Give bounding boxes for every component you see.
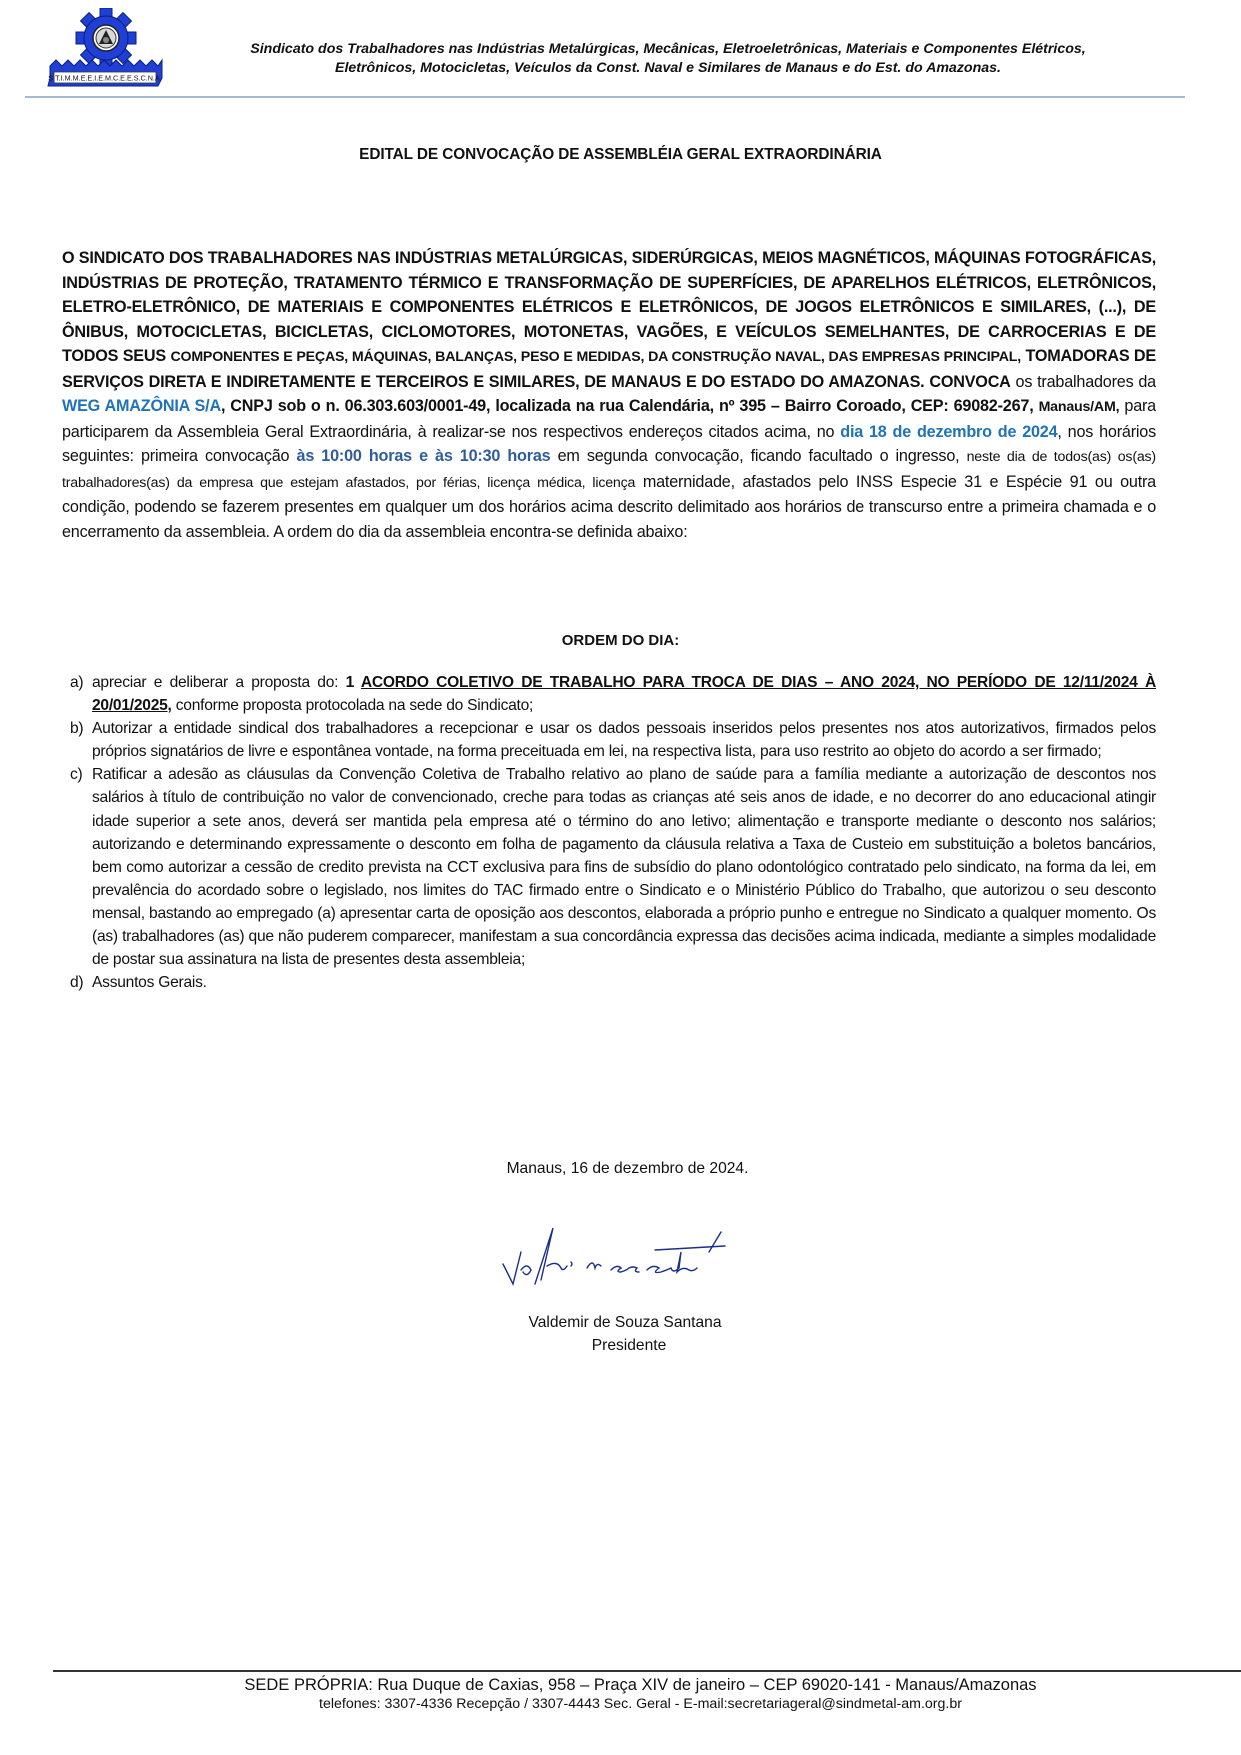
agenda-item-text: Autorizar a entidade sindical dos trabalhadores a recepcionar e usar os dados pessoais inseridos pelos presentes nos atos autorizativos, firmados pelos próprios signatários de livre e espontânea vontade, na forma preceituada em lei, na respectiva lista, para uso restrito ao objeto do acordo a ser firmado; (92, 720, 1156, 761)
union-name: O SINDICATO DOS TRABALHADORES NAS INDÚSTRIAS METALÚRGICAS, SIDERÚRGICAS, MEIOS MAGNÉTICOS, MÁQUINAS FOTOGRÁFICAS, INDÚSTRIAS DE PROTEÇÃO, TRATAMENTO TÉRMICO E TRANSFORMAÇÃO DE SUPERFÍCIES, DE APARELHOS ELÉTRICOS, ELETRÔNICOS, ELETRO-ELETRÔNICO, DE MATERIAIS E COMPONENTES ELÉTRICOS E ELETRÔNICOS, DE JOGOS ELETRÔNICOS E SIMILARES, (...), DE ÔNIBUS, MOTOCICLETAS, BICICLETAS, CICLOMOTORES, MOTONETAS, VAGÕES, E VEÍCULOS SEMELHANTES, DE CARROCERIAS E DE TODOS SEUS (62, 249, 1156, 365)
union-name-cont: TOMADORAS DE SERVIÇOS DIRETA E INDIRETAMENTE E TERCEIROS E SIMILARES, DE MANAUS E DO ESTADO DO AMAZONAS. CONVOCA (62, 347, 1156, 391)
agenda-item-comma: , (167, 697, 172, 715)
second-call-text: em segunda convocação, ficando facultado o ingresso, (557, 447, 960, 465)
agenda-item-text: Assuntos Gerais. (92, 974, 207, 992)
handwritten-signature (495, 1222, 745, 1302)
footer-divider (53, 1670, 1241, 1672)
agenda-title: ORDEM DO DIA: (561, 632, 680, 649)
agenda-item-a (70, 671, 1156, 717)
agenda-item-d (70, 971, 1156, 994)
signature-icon (495, 1222, 745, 1302)
company-city: Manaus/AM, (1038, 399, 1120, 415)
agreement-title: ACORDO COLETIVO DE TRABALHO PARA TROCA DE DIAS – ANO 2024, NO PERÍODO DE 12/11/2024 À 20/01/2025 (92, 674, 1156, 715)
agenda-marker: b) (70, 720, 84, 738)
logo-acronym: S.T.I.M.M.E.E.I.E.M.C.E.E.S.C.N.A. (48, 73, 162, 83)
agenda-item-text: Ratificar a adesão as cláusulas da Convenção Coletiva de Trabalho relativo ao plano de saúde para a família mediante a autorização de descontos nos salários à título de contribuição no valor de convencionado, creche para todas as crianças até seis anos de idade, e no decorrer do ano educacional atingir idade superior a sete anos, deverá ser mantida pela empresa até o término do ano letivo; alimentação e transporte mediante o desconto nos salários; autorizando e determinando expressamente o desconto em folha de pagamento da cláusula relativa a Taxa de Custeio em substituição a boletos bancários, bem como autorizar a cessão de credito prevista na CCT exclusiva para fins de subsídio do plano odontológico contratado pelo sindicato, na forma da lei, em prevalência do acordado sobre o legislado, nos limites do TAC firmado entre o Sindicato e o Ministério Público do Trabalho, que autorizou o seu desconto mensal, bastando ao empregado (a) apresentar carta de oposição aos descontos, elaborada a próprio punho e entregue no Sindicato a qualquer momento. Os (as) trabalhadores (as) que não puderem comparecer, manifestam a sua concordância expressa das decisões acima indicada, mediante a simples modalidade de postar sua assinatura na lista de presentes desta assembleia; (92, 766, 1156, 969)
agenda-item-number: 1 (345, 674, 361, 691)
closing-text: maternidade, afastados pelo INSS Especie 31 e Espécie 91 ou outra condição, podendo se fazerem presentes em qualquer um dos horários acima descrito delimitado aos horários de transcurso entre a primeira chamada e o encerramento da assembleia. A ordem do dia da assembleia encontra-se definida abaixo: (62, 472, 1156, 541)
assembly-times: às 10:00 horas e às 10:30 horas (296, 447, 551, 465)
company-name: WEG AMAZÔNIA S/A (62, 397, 221, 415)
attendance-text: neste dia de todos(as) os(as) trabalhadores(as) da empresa que estejam afastados, por férias, licença médica, licença (62, 449, 1156, 491)
place-and-date: Manaus, 16 de dezembro de 2024. (506, 1160, 749, 1177)
signer-role: Presidente (591, 1337, 667, 1354)
footer (0, 1675, 1241, 1713)
agenda-marker: d) (70, 974, 84, 992)
union-logo (44, 8, 168, 92)
agenda-item-b (70, 717, 1156, 763)
letterhead-line-2: Eletrônicos, Motocicletas, Veículos da Const. Naval e Similares de Manaus e do Est. do Amazonas. (335, 60, 1001, 76)
letterhead-line-1: Sindicato dos Trabalhadores nas Indústrias Metalúrgicas, Mecânicas, Eletroeletrônicas, Materiais e Componentes Elétricos, (250, 41, 1086, 57)
schedule-text: , nos horários seguintes: primeira convocação (62, 422, 1156, 465)
company-address: , CNPJ sob o n. 06.303.603/0001-49, localizada na rua Calendária, nº 395 – Bairro Coroado, CEP: 69082-267, (220, 397, 1034, 415)
footer-address: SEDE PRÓPRIA: Rua Duque de Caxias, 958 – Praça XIV de janeiro – CEP 69020-141 - Manaus/Amazonas (244, 1676, 1037, 1694)
agenda-list (70, 671, 1156, 994)
signer-name: Valdemir de Souza Santana (528, 1314, 722, 1331)
convocation-paragraph (62, 246, 1156, 544)
agenda-marker: a) (70, 674, 84, 691)
header-divider (25, 96, 1185, 98)
agenda-item-c (70, 763, 1156, 971)
convoca-text: os trabalhadores da (1015, 372, 1156, 391)
agenda-item-text: apreciar e deliberar a proposta do: (92, 674, 346, 691)
letterhead (168, 40, 1168, 78)
signer-block (520, 1311, 730, 1357)
union-name-small: COMPONENTES E PEÇAS, MÁQUINAS, BALANÇAS, PESO E MEDIDAS, DA CONSTRUÇÃO NAVAL, DAS EMPRESAS PRINCIPAL, (170, 349, 1021, 365)
footer-contacts: telefones: 3307-4336 Recepção / 3307-4443 Sec. Geral - E-mail:secretariageral@sindmetal-am.org.br (319, 1696, 962, 1712)
gear-logo-icon (44, 8, 168, 92)
document-title: EDITAL DE CONVOCAÇÃO DE ASSEMBLÉIA GERAL EXTRAORDINÁRIA (359, 146, 882, 163)
agenda-item-text-end: conforme proposta protocolada na sede do Sindicato; (171, 697, 534, 715)
assembly-date: dia 18 de dezembro de 2024 (840, 422, 1058, 441)
agenda-marker: c) (70, 766, 83, 784)
assembly-text: para participarem da Assembleia Geral Extraordinária, à realizar-se nos respectivos endereços citados acima, no (62, 397, 1156, 441)
